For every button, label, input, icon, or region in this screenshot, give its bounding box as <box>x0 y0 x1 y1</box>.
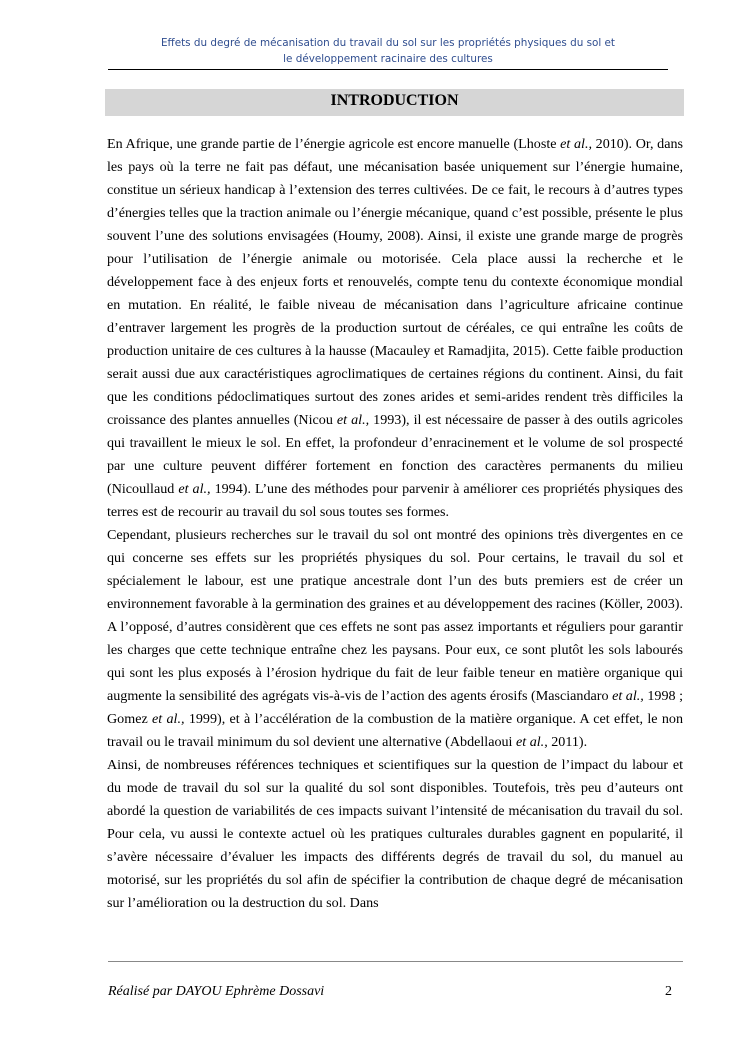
paragraph-3 <box>107 754 683 915</box>
section-title: INTRODUCTION <box>330 92 459 109</box>
running-header <box>108 35 668 67</box>
text-run: Cependant, plusieurs recherches sur le travail du sol ont montré des opinions très divergentes en ce qui concerne ses effets sur les propriétés physiques du sol. Pour certains, le travail du sol et spécialement le labour, est une pratique ancestrale dont l’un des buts premiers est de créer un environnement favorable à la germination des graines et au développement des racines (Köller, 2003). A l’opposé, d’autres considèrent que ces effets ne sont pas assez importants et réguliers pour garantir les charges que cette technique entraîne chez les paysans. Pour eux, ce sont plutôt les sols labourés qui sont les plus exposés à l’érosion hydrique du fait de leur faible teneur en matière organique qui augmente la sensibilité des agrégats vis-à-vis de l’action des agents érosifs (Masciandaro <box>107 527 683 704</box>
text-run: En Afrique, une grande partie de l’énergie agricole est encore manuelle (Lhoste <box>107 136 561 152</box>
footer-author: Réalisé par DAYOU Ephrème Dossavi <box>108 984 325 999</box>
citation-etal: et al., <box>152 711 185 727</box>
text-run: 2010). Or, dans les pays où la terre ne fait pas défaut, une mécanisation basée uniquement sur l’énergie humaine, constitue un sérieux handicap à l’extension des terres cultivées. De ce fait, le recours à d’autres types d’énergies telles que la traction animale ou l’énergie mécanique, quand c’est possible, présente le plus souvent l’une des solutions envisagées (Houmy, 2008). Ainsi, il existe une grande marge de progrès pour l’utilisation de l’énergie animale ou motorisée. Cela place aussi la recherche et le développement face à des enjeux forts et renouvelés, compte tenu du contexte économique mondial en mutation. En réalité, le faible niveau de mécanisation dans l’agriculture africaine continue d’entraver largement les progrès de la production surtout de céréales, ce qui entraîne les coûts de production unitaire de ces cultures à la hausse (Macauley et Ramadjita, 2015). Cette faible production serait aussi due aux caractéristiques agroclimatiques de certaines régions du continent. Ainsi, du fait que les conditions pédoclimatiques surtout des zones arides et semi-arides rendent très difficiles la croissance des plantes annuelles (Nicou <box>107 136 683 428</box>
header-line-1: Effets du degré de mécanisation du travail du sol sur les propriétés physiques du sol et <box>160 37 616 49</box>
citation-etal: et al., <box>612 688 644 704</box>
footer-divider <box>108 961 683 962</box>
text-run: , 2011). <box>544 734 588 750</box>
body-text <box>107 133 683 915</box>
citation-etal: et al., <box>178 481 211 497</box>
text-run: Ainsi, de nombreuses références techniques et scientifiques sur la question de l’impact du labour et du mode de travail du sol sur la qualité du sol sont disponibles. Toutefois, très peu d’auteurs ont abordé la question de variabilités de ces impacts suivant l’intensité de mécanisation du travail du sol. Pour cela, vu aussi le contexte actuel où les pratiques culturales durables gagnent en popularité, il s’avère nécessaire d’évaluer les impacts des différents degrés de travail du sol, du manuel au motorisé, sur les propriétés du sol afin de spécifier la contribution de chaque degré de mécanisation sur l’amélioration ou la destruction du sol. Dans <box>107 757 683 911</box>
text-run: 1999), et à l’accélération de la combustion de la matière organique. A cet effet, le non travail ou le travail minimum du sol devient une alternative (Abdellaoui <box>107 711 683 750</box>
citation-etal: et al., <box>336 412 370 428</box>
header-divider <box>108 69 668 70</box>
citation-etal: et al., <box>560 136 592 152</box>
section-title-bar <box>105 89 684 116</box>
text-run: 1998 ; Gomez <box>107 688 683 727</box>
paragraph-2 <box>107 524 683 754</box>
page-number: 2 <box>665 984 672 999</box>
citation-etal: et al. <box>516 734 545 750</box>
text-run: 1994). L’une des méthodes pour parvenir à améliorer ces propriétés physiques des terres est de recourir au travail du sol sous toutes ses formes. <box>107 481 683 520</box>
paragraph-1 <box>107 133 683 524</box>
text-run: 1993), il est nécessaire de passer à des outils agricoles qui travaillent le mieux le sol. En effet, la profondeur d’enracinement et le volume de sol prospecté par une culture peuvent différer fortement en fonction des caractères permanents du milieu (Nicoullaud <box>107 412 683 497</box>
header-line-2: le développement racinaire des cultures <box>283 53 493 65</box>
